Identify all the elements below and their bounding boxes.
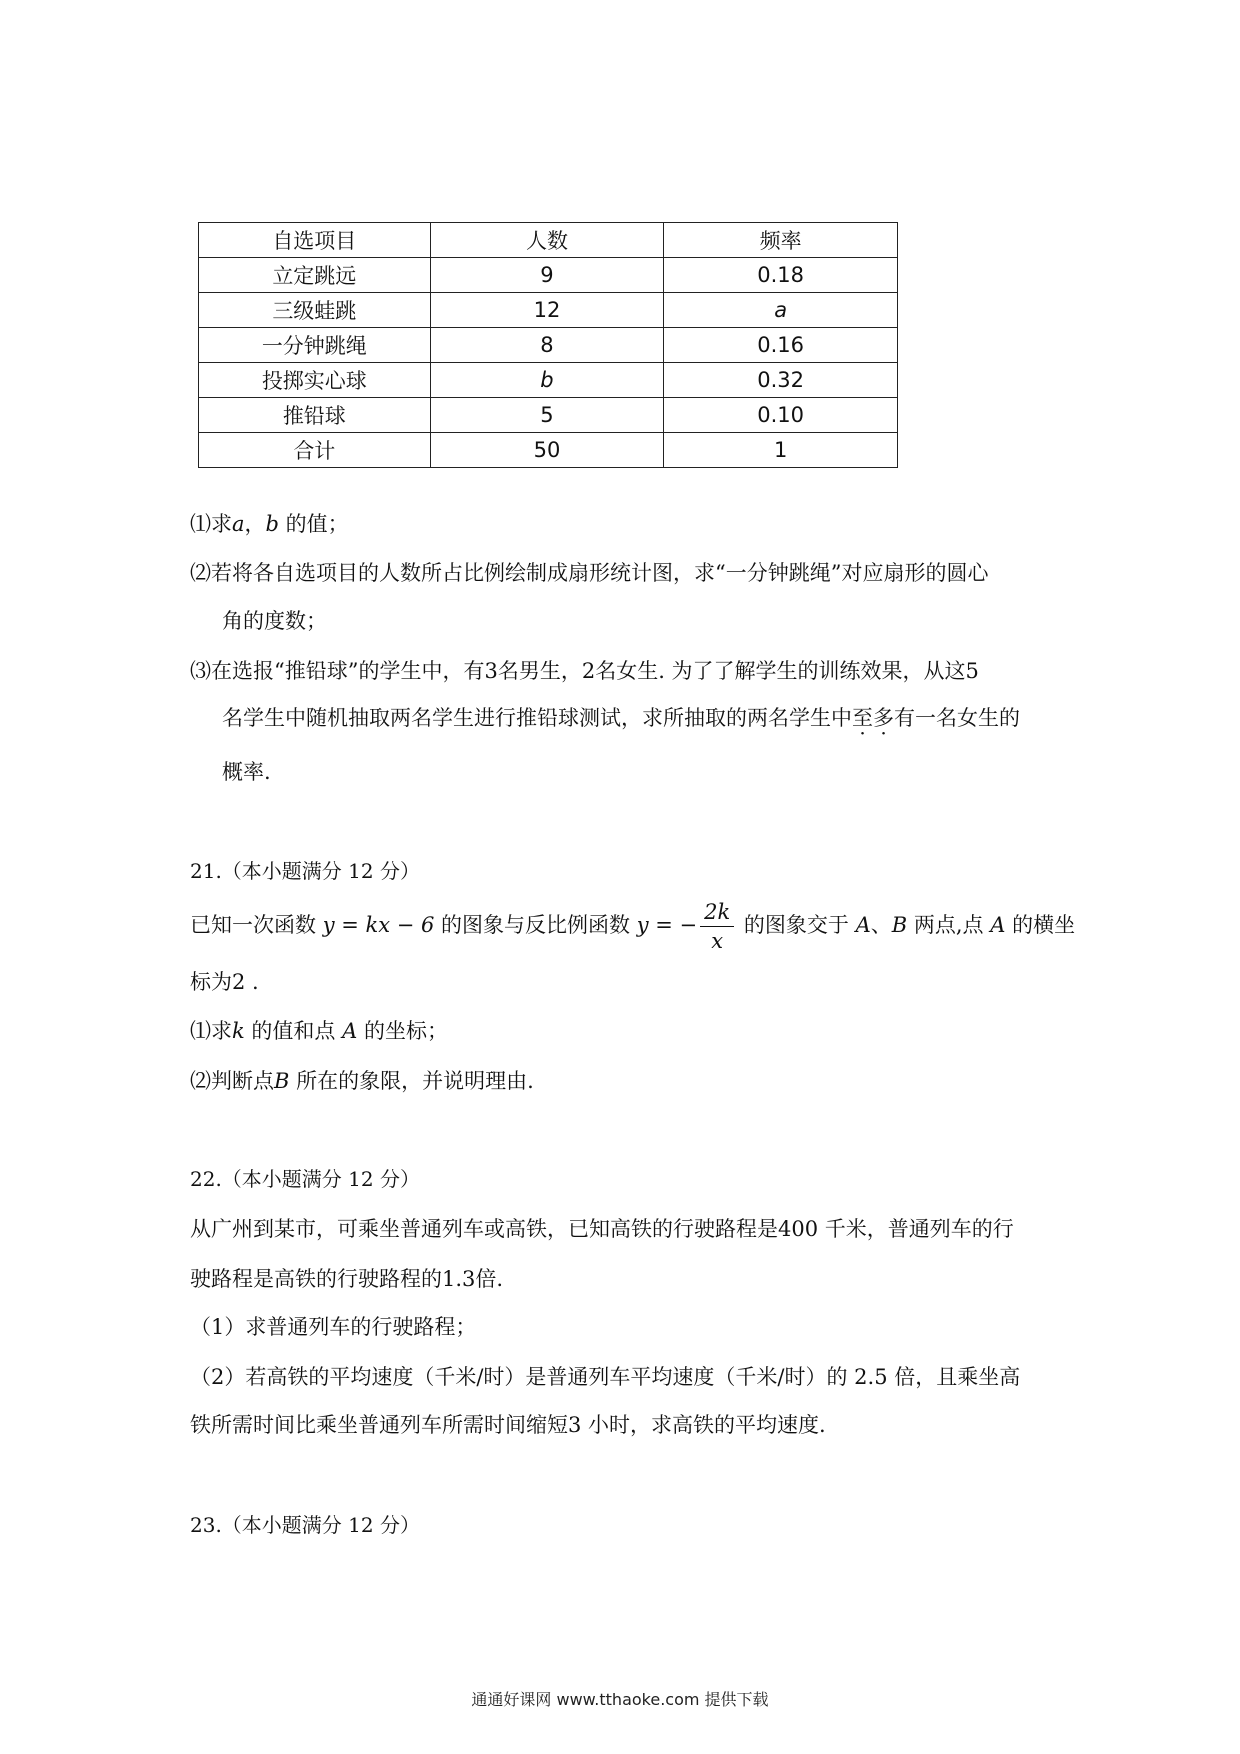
table-header-row	[199, 223, 898, 258]
table-cell: 12	[430, 293, 664, 328]
table-row	[199, 293, 898, 328]
formula-linear: y = kx − 6	[322, 913, 435, 937]
q22-heading: 22.（本小题满分 12 分）	[190, 1167, 420, 1191]
q22-stem-line2: 驶路程是高铁的行驶路程的1.3倍.	[190, 1267, 504, 1291]
emphasis-char: 多	[873, 706, 894, 730]
fraction: $\frac{2k}{x}$	[700, 898, 734, 955]
table-cell: 5	[430, 398, 664, 433]
q22-stem-line1: 从广州到某市，可乘坐普通列车或高铁，已知高铁的行驶路程是400 千米，普通列车的行	[190, 1217, 1014, 1241]
table-row	[199, 363, 898, 398]
q21-heading: 21.（本小题满分 12 分）	[190, 859, 420, 883]
header-cell: 自选项目	[199, 223, 431, 258]
q21-part2: ⑵判断点B 所在的象限，并说明理由.	[190, 1069, 534, 1093]
q20-part2-line1: ⑵若将各自选项目的人数所占比例绘制成扇形统计图，求“一分钟跳绳”对应扇形的圆心	[190, 561, 989, 585]
q22-part2-line2: 铁所需时间比乘坐普通列车所需时间缩短3 小时，求高铁的平均速度.	[190, 1413, 826, 1437]
table-row	[199, 328, 898, 363]
table-cell: 合计	[199, 433, 431, 468]
q20-part2-line2: 角的度数；	[222, 609, 327, 633]
table-cell: 0.32	[664, 363, 898, 398]
q22-part1: （1）求普通列车的行驶路程；	[190, 1315, 477, 1339]
table-cell: 0.18	[664, 258, 898, 293]
table-cell: 推铅球	[199, 398, 431, 433]
table-cell: 投掷实心球	[199, 363, 431, 398]
header-cell: 频率	[664, 223, 898, 258]
formula-inverse-lhs: y = −	[636, 913, 698, 937]
table-cell: 0.10	[664, 398, 898, 433]
q21-part1: ⑴求k 的值和点 A 的坐标；	[190, 1019, 448, 1043]
table-cell: b	[430, 363, 664, 398]
header-cell: 人数	[430, 223, 664, 258]
q23-heading: 23.（本小题满分 12 分）	[190, 1513, 420, 1537]
q20-part3-line2: 名学生中随机抽取两名学生进行推铅球测试，求所抽取的两名学生中至多有一名女生的	[222, 706, 1020, 730]
table-cell: 8	[430, 328, 664, 363]
emphasis-char: 至	[852, 706, 873, 730]
table-cell: 一分钟跳绳	[199, 328, 431, 363]
q21-stem-line1: 已知一次函数 y = kx − 6 的图象与反比例函数 y = − $\frac{2k}{x}$ 的图象交于 A、B 两点,点 A 的横坐	[190, 900, 1076, 953]
table-cell: 50	[430, 433, 664, 468]
table-row	[199, 433, 898, 468]
table-cell: 立定跳远	[199, 258, 431, 293]
table-cell: 三级蛙跳	[199, 293, 431, 328]
table-cell: a	[664, 293, 898, 328]
table-cell: 9	[430, 258, 664, 293]
q20-part3-line1: ⑶在选报“推铅球”的学生中，有3名男生，2名女生. 为了了解学生的训练效果，从这5	[190, 659, 979, 683]
table-row	[199, 398, 898, 433]
q20-part3-line3: 概率.	[222, 760, 271, 784]
statistics-table	[198, 222, 898, 468]
q21-stem-line2: 标为2 .	[190, 970, 259, 994]
footer-watermark: 通通好课网 www.tthaoke.com 提供下载	[471, 1690, 769, 1709]
table-cell: 0.16	[664, 328, 898, 363]
q20-part1: ⑴求a，b 的值；	[190, 512, 349, 536]
table-row	[199, 258, 898, 293]
table-cell: 1	[664, 433, 898, 468]
q22-part2-line1: （2）若高铁的平均速度（千米/时）是普通列车平均速度（千米/时）的 2.5 倍，且乘坐高	[190, 1365, 1021, 1389]
